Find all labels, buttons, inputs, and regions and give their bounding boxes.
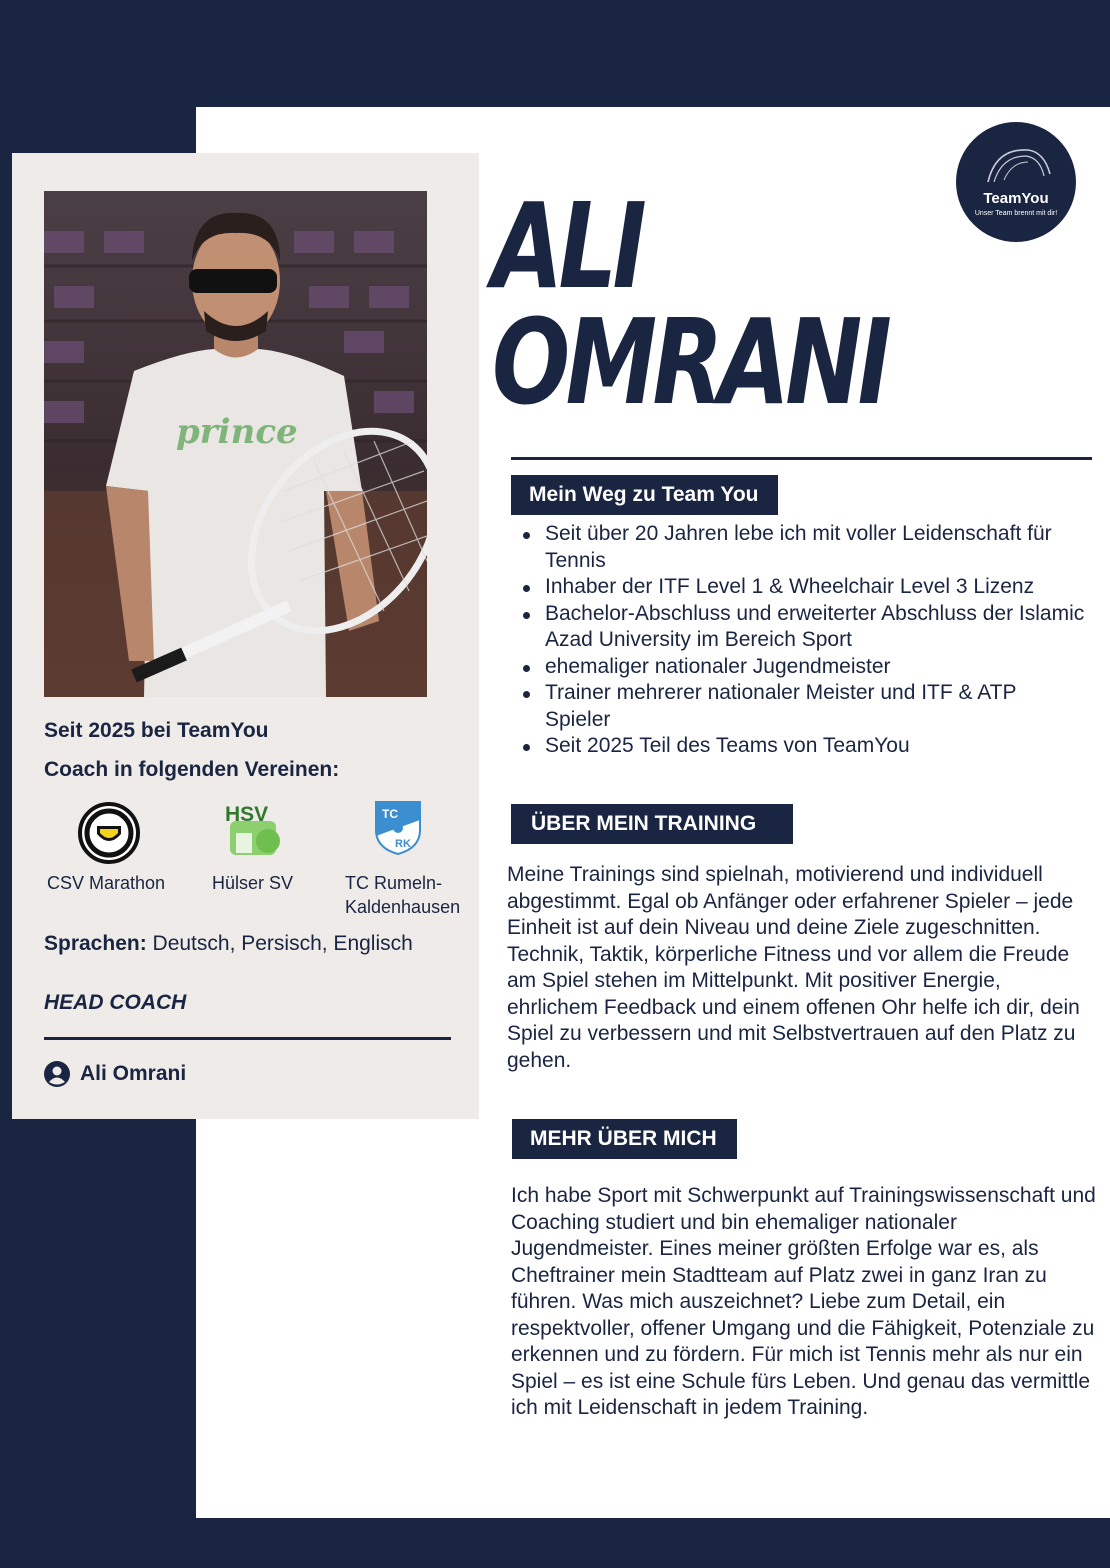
coach-photo: [44, 191, 427, 697]
club-logo-csv-marathon: [78, 802, 140, 864]
list-item: ehemaliger nationaler Jugendmeister: [545, 654, 1085, 681]
list-item: Inhaber der ITF Level 1 & Wheelchair Level 3 Lizenz: [545, 574, 1085, 601]
list-item: Seit 2025 Teil des Teams von TeamYou: [545, 733, 1085, 760]
languages-label: Sprachen:: [44, 932, 147, 955]
club-name-tc-rk-line2: Kaldenhausen: [345, 897, 461, 917]
role-title: HEAD COACH: [44, 991, 187, 1014]
list-item: Bachelor-Abschluss und erweiterter Abschluss der Islamic Azad University im Bereich Sport: [545, 601, 1085, 654]
author-name: Ali Omrani: [80, 1062, 187, 1085]
tennis-ball-icon: [956, 122, 1076, 192]
first-name: ALI: [492, 177, 643, 315]
brand-title: TeamYou: [983, 190, 1049, 207]
last-name: OMRANI: [492, 293, 888, 431]
brand-tagline: Unser Team brennt mit dir!: [974, 210, 1058, 217]
list-item: Seit über 20 Jahren lebe ich mit voller Leidenschaft für Tennis: [545, 521, 1085, 574]
tc-rk-logo-icon: [374, 800, 422, 856]
training-text: Meine Trainings sind spielnah, motivierend und individuell abgestimmt. Egal ob Anfänger oder erfahrener Spieler – jede Einheit ist auf dein Niveau und deine Ziele zugeschnitten. Technik, Taktik, körperliche Fitness und vor allem die Freude am Spiel stehen im Mittelpunkt. Mit positiver Energie, ehrlichem Feedback und einem offenen Ohr helfe ich dir, dein Spiel zu verbessern und mit Selbstvertrauen auf den Platz zu gehen.: [507, 863, 1080, 1072]
about-text: Ich habe Sport mit Schwerpunkt auf Trainingswissenschaft und Coaching studiert und bin ehemaliger nationaler Jugendmeister. Eines meiner größten Erfolge war es, als Cheftrainer mein Stadtteam auf Platz zwei in ganz Iran zu führen. Was mich auszeichnet? Liebe zum Detail, ein respektvoller, offener Umgang und die Fähigkeit, Potenziale zu erkennen und zu fördern. Für mich ist Tennis mehr als nur ein Spiel – es ist eine Schule fürs Leben. Und genau das vermittle ich mit Leidenschaft in jedem Training.: [511, 1184, 1096, 1419]
club-name-csv-marathon: CSV Marathon: [47, 873, 166, 893]
section-label-way: Mein Weg zu Team You: [511, 475, 778, 515]
user-circle-icon: [44, 1061, 70, 1087]
card-divider: [44, 1037, 451, 1040]
way-list: [545, 521, 1085, 760]
author: [44, 1061, 186, 1087]
coach-clubs-heading: Coach in folgenden Vereinen:: [44, 758, 340, 781]
club-name-tc-rk: [345, 871, 460, 919]
shirt-logo: prince: [176, 412, 298, 452]
languages: [44, 930, 444, 957]
club-name-tc-rk-line1: TC Rumeln-: [345, 873, 443, 893]
languages-value: Deutsch, Persisch, Englisch: [146, 932, 413, 955]
coach-name: [492, 177, 888, 431]
teamyou-logo: [956, 122, 1076, 242]
list-item: Trainer mehrerer nationaler Meister und ITF & ATP Spieler: [545, 680, 1085, 733]
section-label-training: ÜBER MEIN TRAINING: [511, 804, 793, 844]
club-logo-huelser-sv: [224, 801, 282, 857]
section-label-about: MEHR ÜBER MICH: [512, 1119, 737, 1159]
csv-marathon-logo-icon: [78, 802, 140, 864]
svg-text:RK: RK: [395, 838, 411, 850]
club-name-huelser-sv: Hülser SV: [212, 873, 294, 893]
club-logo-tc-rk: [374, 800, 422, 856]
name-divider: [511, 457, 1092, 460]
svg-text:TC: TC: [382, 807, 398, 821]
svg-text:HSV: HSV: [225, 803, 269, 826]
since-text: Seit 2025 bei TeamYou: [44, 719, 269, 742]
huelser-sv-logo-icon: [224, 801, 282, 857]
